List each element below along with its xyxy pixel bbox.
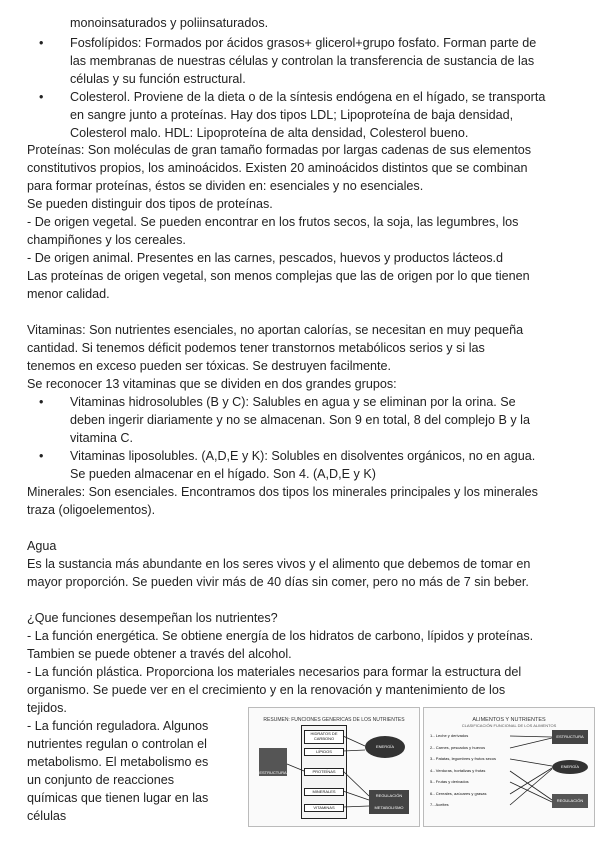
figure-arrows bbox=[424, 708, 594, 826]
text-line: Colesterol. Proviene de la dieta o de la síntesis endógena en el hígado, se transporta bbox=[70, 90, 546, 104]
text-line: Es la sustancia más abundante en los seres vivos y el alimento que debemos de tomar en bbox=[27, 557, 531, 571]
nutrient-box: PROTEÍNAS bbox=[304, 768, 344, 776]
text-line: Minerales: Son esenciales. Encontramos dos tipos los minerales principales y los minerales bbox=[27, 485, 538, 499]
energy-label: ENERGÍA bbox=[365, 736, 405, 758]
nutrient-box: HIDRATOS DE CARBONO bbox=[304, 730, 344, 744]
energy-label: ENERGÍA bbox=[552, 760, 588, 774]
food-group: 3.- Patatas, legumbres y frutos secos bbox=[430, 756, 497, 761]
text-line: - La función plástica. Proporciona los materiales necesarios para formar la estructura del bbox=[27, 665, 522, 679]
text-line: Se pueden almacenar en el hígado. Son 4. (A,D,E y K) bbox=[70, 467, 376, 481]
food-group: 6.- Cereales, azúcares y grasas bbox=[430, 790, 487, 796]
figure-title: ALIMENTOS Y NUTRIENTES bbox=[472, 717, 546, 723]
text-line: - De origen animal. Presentes en las carnes, pescados, huevos y productos lácteos.d bbox=[27, 251, 504, 265]
text-line: Las proteínas de origen vegetal, son menos complejas que las de origen por lo que tienen bbox=[27, 269, 530, 283]
text-line: Colesterol malo. HDL: Lipoproteína de alta densidad, Colesterol bueno. bbox=[70, 126, 469, 140]
text-line: en sangre junto a proteínas. Hay dos tipos LDL; Lipoproteína de baja densidad, bbox=[70, 108, 514, 122]
text-line: menor calidad. bbox=[27, 287, 110, 301]
nutrient-box: MINERALES bbox=[304, 788, 344, 796]
food-group: 7.- Aceites bbox=[430, 802, 449, 807]
text-line: nutrientes regulan o controlan el bbox=[27, 737, 207, 751]
text-line: mayor proporción. Se pueden vivir más de 40 días sin comer, pero no más de 7 sin beber. bbox=[27, 575, 529, 589]
figure-arrows bbox=[249, 708, 419, 826]
text-line: Proteínas: Son moléculas de gran tamaño formadas por largas cadenas de sus elementos bbox=[27, 143, 532, 157]
food-group: 5.- Frutas y derivados bbox=[430, 779, 469, 784]
figure-subtitle: CLASIFICACIÓN FUNCIONAL DE LOS ALIMENTOS bbox=[461, 723, 557, 728]
text-line: deben ingerir diariamente y no se almacenan. Son 9 en total, 8 del complejo B y la bbox=[70, 413, 530, 427]
nutrient-functions-figure bbox=[248, 707, 420, 827]
structure-label: ESTRUCTURA bbox=[552, 730, 588, 744]
text-line: cantidad. Si tenemos déficit podemos tener transtornos metabólicos serios y si las bbox=[27, 341, 485, 355]
figure-title: RESUMEN: FUNCIONES GENÉRICAS DE LOS NUTRIENTES bbox=[263, 717, 405, 723]
text-line: químicas que tienen lugar en las bbox=[27, 791, 209, 805]
text-line: champiñones y los cereales. bbox=[27, 233, 186, 247]
bullet-point: • bbox=[39, 90, 44, 104]
food-group: 2.- Carnes, pescados y huevos bbox=[430, 744, 486, 750]
section-heading: Agua bbox=[27, 539, 57, 553]
text-line: vitamina C. bbox=[70, 431, 133, 445]
bullet-point: • bbox=[39, 36, 44, 50]
text-line: metabolismo. El metabolismo es bbox=[27, 755, 209, 769]
text-line: tenemos en exceso pueden ser tóxicas. Se destruyen facilmente. bbox=[27, 359, 392, 373]
text-line: para formar proteínas, éstos se dividen en: esenciales y no esenciales. bbox=[27, 179, 424, 193]
bullet-point: • bbox=[39, 395, 44, 409]
food-group: 4.- Verduras, hortalizas y frutas bbox=[430, 767, 486, 773]
regulation-label: REGULACIÓN METABOLISMO bbox=[369, 790, 409, 814]
text-line: constitutivos propios, los aminoácidos. Existen 20 aminoácidos distintos que se combinan bbox=[27, 161, 528, 175]
text-line: tejidos. bbox=[27, 701, 67, 715]
food-classification-figure bbox=[423, 707, 595, 827]
text-line: - La función reguladora. Algunos bbox=[27, 719, 209, 733]
text-line: - De origen vegetal. Se pueden encontrar en los frutos secos, la soja, las legumbres, los bbox=[27, 215, 519, 229]
structure-label: ESTRUCTURA bbox=[259, 748, 287, 776]
text-line: Vitaminas liposolubles. (A,D,E y K): Solubles en disolventes orgánicos, no en agua. bbox=[70, 449, 536, 463]
text-line: traza (oligoelementos). bbox=[27, 503, 156, 517]
text-line: Fosfolípidos: Formados por ácidos grasos+ glicerol+grupo fosfato. Forman parte de bbox=[70, 36, 537, 50]
regulation-label: REGULACIÓN bbox=[552, 794, 588, 808]
text-line: las membranas de nuestras células y controlan la transferencia de sustancia de las bbox=[70, 54, 535, 68]
nutrient-box: VITAMINAS bbox=[304, 804, 344, 812]
text-line: Vitaminas hidrosolubles (B y C): Salubles en agua y se eliminan por la orina. Se bbox=[70, 395, 516, 409]
text-line: Vitaminas: Son nutrientes esenciales, no aportan calorías, se necesitan en muy pequeña bbox=[27, 323, 524, 337]
text-line: células y su función estructural. bbox=[70, 72, 246, 86]
text-line: un conjunto de reacciones bbox=[27, 773, 175, 787]
food-group: 1.- Leche y derivados bbox=[430, 733, 469, 738]
text-line: ¿Que funciones desempeñan los nutrientes? bbox=[27, 611, 278, 625]
text-line: organismo. Se puede ver en el crecimiento y en la renovación y mantenimiento de los bbox=[27, 683, 506, 697]
text-line: Tambien se puede obtener a través del alcohol. bbox=[27, 647, 292, 661]
text-line: células bbox=[27, 809, 67, 823]
text-line: Se pueden distinguir dos tipos de proteínas. bbox=[27, 197, 273, 211]
nutrient-box: LÍPIDOS bbox=[304, 748, 344, 756]
text-line: Se reconocer 13 vitaminas que se dividen en dos grandes grupos: bbox=[27, 377, 397, 391]
bullet-point: • bbox=[39, 449, 44, 463]
text-line: - La función energética. Se obtiene energía de los hidratos de carbono, lípidos y proteínas. bbox=[27, 629, 534, 643]
text-line: monoinsaturados y poliinsaturados. bbox=[70, 16, 269, 30]
